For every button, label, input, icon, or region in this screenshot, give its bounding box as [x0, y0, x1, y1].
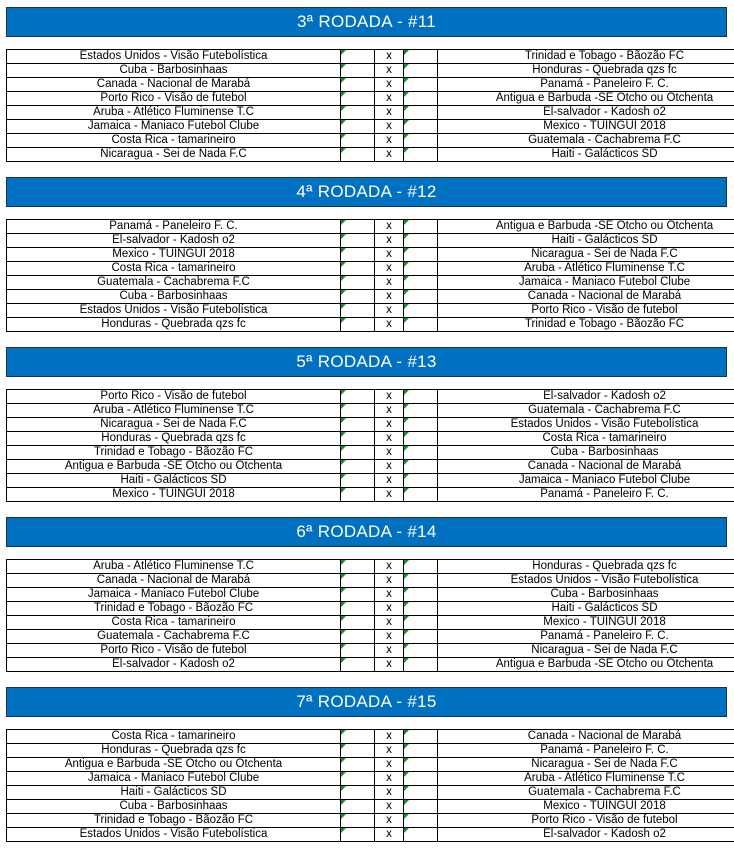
match-row: [7, 304, 734, 318]
versus-label: x: [375, 78, 404, 92]
home-score-cell[interactable]: [341, 92, 375, 106]
home-score-cell[interactable]: [341, 602, 375, 616]
home-team: Honduras - Quebrada qzs fc: [7, 318, 341, 332]
versus-label: x: [375, 106, 404, 120]
home-score-cell[interactable]: [341, 148, 375, 162]
away-score-cell[interactable]: [404, 730, 438, 744]
home-team: Aruba - Atlético Fluminense T.C: [7, 404, 341, 418]
away-score-cell[interactable]: [404, 78, 438, 92]
away-team: Mexico - TUINGUI 2018: [438, 800, 734, 814]
match-row: [7, 106, 734, 120]
versus-label: x: [375, 772, 404, 786]
away-score-cell[interactable]: [404, 744, 438, 758]
home-score-cell[interactable]: [341, 78, 375, 92]
home-team: Costa Rica - tamarineiro: [7, 134, 341, 148]
home-score-cell[interactable]: [341, 588, 375, 602]
away-team: El-salvador - Kadosh o2: [438, 106, 734, 120]
away-team: Canada - Nacional de Marabá: [438, 460, 734, 474]
versus-label: x: [375, 658, 404, 672]
versus-label: x: [375, 460, 404, 474]
away-score-cell[interactable]: [404, 474, 438, 488]
away-score-cell[interactable]: [404, 418, 438, 432]
home-team: Canada - Nacional de Marabá: [7, 574, 341, 588]
matches-table: [6, 219, 734, 332]
home-score-cell[interactable]: [341, 488, 375, 502]
home-score-cell[interactable]: [341, 630, 375, 644]
round-title: 7ª RODADA - #15: [6, 687, 727, 717]
versus-label: x: [375, 418, 404, 432]
away-score-cell[interactable]: [404, 276, 438, 290]
home-score-cell[interactable]: [341, 460, 375, 474]
home-score-cell[interactable]: [341, 474, 375, 488]
versus-label: x: [375, 644, 404, 658]
versus-label: x: [375, 248, 404, 262]
match-row: [7, 248, 734, 262]
match-row: [7, 262, 734, 276]
match-row: [7, 560, 734, 574]
away-team: Guatemala - Cachabrema F.C: [438, 786, 734, 800]
versus-label: x: [375, 92, 404, 106]
away-score-cell[interactable]: [404, 92, 438, 106]
home-team: Cuba - Barbosinhaas: [7, 64, 341, 78]
match-row: [7, 318, 734, 332]
round-title: 5ª RODADA - #13: [6, 347, 727, 377]
match-row: [7, 418, 734, 432]
away-score-cell[interactable]: [404, 220, 438, 234]
home-team: Porto Rico - Visão de futebol: [7, 644, 341, 658]
match-row: [7, 488, 734, 502]
home-score-cell[interactable]: [341, 786, 375, 800]
home-score-cell[interactable]: [341, 432, 375, 446]
away-score-cell[interactable]: [404, 234, 438, 248]
home-score-cell[interactable]: [341, 644, 375, 658]
away-score-cell[interactable]: [404, 644, 438, 658]
away-team: Panamá - Paneleiro F. C.: [438, 744, 734, 758]
home-score-cell[interactable]: [341, 772, 375, 786]
versus-label: x: [375, 828, 404, 842]
home-team: Mexico - TUINGUI 2018: [7, 248, 341, 262]
versus-label: x: [375, 744, 404, 758]
home-score-cell[interactable]: [341, 120, 375, 134]
away-score-cell[interactable]: [404, 460, 438, 474]
home-score-cell[interactable]: [341, 560, 375, 574]
match-row: [7, 772, 734, 786]
home-team: Estados Unidos - Visão Futebolística: [7, 304, 341, 318]
away-score-cell[interactable]: [404, 404, 438, 418]
away-team: Porto Rico - Visão de futebol: [438, 304, 734, 318]
away-score-cell[interactable]: [404, 786, 438, 800]
match-row: [7, 134, 734, 148]
away-team: Haiti - Galácticos SD: [438, 602, 734, 616]
away-score-cell[interactable]: [404, 560, 438, 574]
match-row: [7, 630, 734, 644]
away-team: Cuba - Barbosinhaas: [438, 588, 734, 602]
away-team: Aruba - Atlético Fluminense T.C: [438, 772, 734, 786]
home-score-cell[interactable]: [341, 318, 375, 332]
match-row: [7, 460, 734, 474]
home-team: Antigua e Barbuda -SE Otcho ou Otchenta: [7, 460, 341, 474]
home-team: Porto Rico - Visão de futebol: [7, 390, 341, 404]
home-team: Costa Rica - tamarineiro: [7, 262, 341, 276]
home-team: Guatemala - Cachabrema F.C: [7, 630, 341, 644]
away-score-cell[interactable]: [404, 50, 438, 64]
home-score-cell[interactable]: [341, 730, 375, 744]
versus-label: x: [375, 220, 404, 234]
match-row: [7, 64, 734, 78]
match-row: [7, 120, 734, 134]
away-score-cell[interactable]: [404, 248, 438, 262]
away-team: Canada - Nacional de Marabá: [438, 730, 734, 744]
away-score-cell[interactable]: [404, 616, 438, 630]
home-score-cell[interactable]: [341, 134, 375, 148]
home-team: Nicaragua - Sei de Nada F.C: [7, 418, 341, 432]
away-team: Aruba - Atlético Fluminense T.C: [438, 262, 734, 276]
away-team: Estados Unidos - Visão Futebolística: [438, 418, 734, 432]
away-team: Nicaragua - Sei de Nada F.C: [438, 644, 734, 658]
away-score-cell[interactable]: [404, 106, 438, 120]
away-team: Mexico - TUINGUI 2018: [438, 120, 734, 134]
home-score-cell[interactable]: [341, 404, 375, 418]
away-team: Nicaragua - Sei de Nada F.C: [438, 758, 734, 772]
away-team: Antigua e Barbuda -SE Otcho ou Otchenta: [438, 220, 734, 234]
match-row: [7, 744, 734, 758]
home-team: Jamaica - Maniaco Futebol Clube: [7, 772, 341, 786]
away-score-cell[interactable]: [404, 630, 438, 644]
away-team: Canada - Nacional de Marabá: [438, 290, 734, 304]
away-score-cell[interactable]: [404, 148, 438, 162]
match-row: [7, 148, 734, 162]
match-row: [7, 50, 734, 64]
home-team: Trinidad e Tobago - Bãozão FC: [7, 602, 341, 616]
home-score-cell[interactable]: [341, 744, 375, 758]
home-score-cell[interactable]: [341, 574, 375, 588]
home-score-cell[interactable]: [341, 276, 375, 290]
home-score-cell[interactable]: [341, 304, 375, 318]
away-score-cell[interactable]: [404, 488, 438, 502]
away-score-cell[interactable]: [404, 772, 438, 786]
home-score-cell[interactable]: [341, 290, 375, 304]
home-score-cell[interactable]: [341, 658, 375, 672]
versus-label: x: [375, 134, 404, 148]
versus-label: x: [375, 616, 404, 630]
home-team: Nicaragua - Sei de Nada F.C: [7, 148, 341, 162]
home-score-cell[interactable]: [341, 418, 375, 432]
versus-label: x: [375, 148, 404, 162]
versus-label: x: [375, 786, 404, 800]
away-team: Costa Rica - tamarineiro: [438, 432, 734, 446]
match-row: [7, 234, 734, 248]
match-row: [7, 602, 734, 616]
away-score-cell[interactable]: [404, 304, 438, 318]
away-team: Haiti - Galácticos SD: [438, 148, 734, 162]
away-team: Antigua e Barbuda -SE Otcho ou Otchenta: [438, 658, 734, 672]
versus-label: x: [375, 602, 404, 616]
match-row: [7, 574, 734, 588]
round-title: 3ª RODADA - #11: [6, 7, 727, 37]
matches-table: [6, 729, 734, 842]
away-score-cell[interactable]: [404, 390, 438, 404]
match-row: [7, 758, 734, 772]
matches-table: [6, 49, 734, 162]
home-team: Mexico - TUINGUI 2018: [7, 488, 341, 502]
versus-label: x: [375, 574, 404, 588]
away-team: Honduras - Quebrada qzs fc: [438, 64, 734, 78]
home-team: Aruba - Atlético Fluminense T.C: [7, 560, 341, 574]
home-team: El-salvador - Kadosh o2: [7, 234, 341, 248]
away-team: Mexico - TUINGUI 2018: [438, 616, 734, 630]
match-row: [7, 588, 734, 602]
match-row: [7, 616, 734, 630]
match-row: [7, 644, 734, 658]
match-row: [7, 800, 734, 814]
matches-table: [6, 389, 734, 502]
match-row: [7, 290, 734, 304]
match-row: [7, 92, 734, 106]
versus-label: x: [375, 120, 404, 134]
home-score-cell[interactable]: [341, 828, 375, 842]
home-team: Guatemala - Cachabrema F.C: [7, 276, 341, 290]
home-team: Cuba - Barbosinhaas: [7, 800, 341, 814]
home-score-cell[interactable]: [341, 106, 375, 120]
home-team: Estados Unidos - Visão Futebolística: [7, 828, 341, 842]
home-score-cell[interactable]: [341, 800, 375, 814]
away-score-cell[interactable]: [404, 432, 438, 446]
away-team: Porto Rico - Visão de futebol: [438, 814, 734, 828]
versus-label: x: [375, 318, 404, 332]
versus-label: x: [375, 404, 404, 418]
versus-label: x: [375, 630, 404, 644]
away-team: Jamaica - Maniaco Futebol Clube: [438, 474, 734, 488]
versus-label: x: [375, 234, 404, 248]
away-team: Guatemala - Cachabrema F.C: [438, 404, 734, 418]
away-score-cell[interactable]: [404, 574, 438, 588]
match-row: [7, 220, 734, 234]
away-score-cell[interactable]: [404, 588, 438, 602]
home-team: Estados Unidos - Visão Futebolística: [7, 50, 341, 64]
home-score-cell[interactable]: [341, 64, 375, 78]
home-team: Haiti - Galácticos SD: [7, 474, 341, 488]
away-team: Cuba - Barbosinhaas: [438, 446, 734, 460]
versus-label: x: [375, 800, 404, 814]
away-score-cell[interactable]: [404, 318, 438, 332]
home-team: Porto Rico - Visão de futebol: [7, 92, 341, 106]
away-score-cell[interactable]: [404, 64, 438, 78]
away-team: Panamá - Paneleiro F. C.: [438, 488, 734, 502]
versus-label: x: [375, 390, 404, 404]
home-team: Trinidad e Tobago - Bãozão FC: [7, 446, 341, 460]
home-team: Haiti - Galácticos SD: [7, 786, 341, 800]
away-team: Trinidad e Tobago - Bãozão FC: [438, 318, 734, 332]
versus-label: x: [375, 290, 404, 304]
round-title: 6ª RODADA - #14: [6, 517, 727, 547]
match-row: [7, 390, 734, 404]
away-score-cell[interactable]: [404, 800, 438, 814]
home-score-cell[interactable]: [341, 390, 375, 404]
away-team: El-salvador - Kadosh o2: [438, 828, 734, 842]
away-team: Trinidad e Tobago - Bãozão FC: [438, 50, 734, 64]
versus-label: x: [375, 50, 404, 64]
away-team: Honduras - Quebrada qzs fc: [438, 560, 734, 574]
versus-label: x: [375, 588, 404, 602]
home-team: Costa Rica - tamarineiro: [7, 616, 341, 630]
away-score-cell[interactable]: [404, 814, 438, 828]
match-row: [7, 786, 734, 800]
versus-label: x: [375, 432, 404, 446]
match-row: [7, 404, 734, 418]
away-team: Antigua e Barbuda -SE Otcho ou Otchenta: [438, 92, 734, 106]
home-team: Honduras - Quebrada qzs fc: [7, 432, 341, 446]
away-score-cell[interactable]: [404, 758, 438, 772]
home-score-cell[interactable]: [341, 616, 375, 630]
match-row: [7, 432, 734, 446]
home-team: Jamaica - Maniaco Futebol Clube: [7, 120, 341, 134]
home-score-cell[interactable]: [341, 262, 375, 276]
versus-label: x: [375, 304, 404, 318]
match-row: [7, 78, 734, 92]
match-row: [7, 730, 734, 744]
match-row: [7, 814, 734, 828]
away-score-cell[interactable]: [404, 658, 438, 672]
away-score-cell[interactable]: [404, 134, 438, 148]
match-row: [7, 446, 734, 460]
versus-label: x: [375, 64, 404, 78]
match-row: [7, 658, 734, 672]
away-team: El-salvador - Kadosh o2: [438, 390, 734, 404]
match-row: [7, 474, 734, 488]
home-score-cell[interactable]: [341, 758, 375, 772]
home-score-cell[interactable]: [341, 50, 375, 64]
round-title: 4ª RODADA - #12: [6, 177, 727, 207]
home-score-cell[interactable]: [341, 446, 375, 460]
home-team: Trinidad e Tobago - Bãozão FC: [7, 814, 341, 828]
away-team: Panamá - Paneleiro F. C.: [438, 78, 734, 92]
match-row: [7, 276, 734, 290]
match-row: [7, 828, 734, 842]
home-team: Canada - Nacional de Marabá: [7, 78, 341, 92]
home-team: Honduras - Quebrada qzs fc: [7, 744, 341, 758]
away-score-cell[interactable]: [404, 446, 438, 460]
versus-label: x: [375, 446, 404, 460]
home-team: Panamá - Paneleiro F. C.: [7, 220, 341, 234]
matches-table: [6, 559, 734, 672]
versus-label: x: [375, 730, 404, 744]
versus-label: x: [375, 488, 404, 502]
away-team: Haiti - Galácticos SD: [438, 234, 734, 248]
away-team: Nicaragua - Sei de Nada F.C: [438, 248, 734, 262]
home-team: Cuba - Barbosinhaas: [7, 290, 341, 304]
versus-label: x: [375, 758, 404, 772]
away-team: Panamá - Paneleiro F. C.: [438, 630, 734, 644]
home-team: Costa Rica - tamarineiro: [7, 730, 341, 744]
versus-label: x: [375, 474, 404, 488]
away-score-cell[interactable]: [404, 262, 438, 276]
home-score-cell[interactable]: [341, 234, 375, 248]
versus-label: x: [375, 262, 404, 276]
home-team: Aruba - Atlético Fluminense T.C: [7, 106, 341, 120]
away-team: Jamaica - Maniaco Futebol Clube: [438, 276, 734, 290]
away-score-cell[interactable]: [404, 828, 438, 842]
home-team: Antigua e Barbuda -SE Otcho ou Otchenta: [7, 758, 341, 772]
away-team: Estados Unidos - Visão Futebolística: [438, 574, 734, 588]
versus-label: x: [375, 276, 404, 290]
versus-label: x: [375, 814, 404, 828]
home-score-cell[interactable]: [341, 248, 375, 262]
home-score-cell[interactable]: [341, 814, 375, 828]
away-score-cell[interactable]: [404, 290, 438, 304]
home-team: El-salvador - Kadosh o2: [7, 658, 341, 672]
home-team: Jamaica - Maniaco Futebol Clube: [7, 588, 341, 602]
away-team: Guatemala - Cachabrema F.C: [438, 134, 734, 148]
away-score-cell[interactable]: [404, 602, 438, 616]
away-score-cell[interactable]: [404, 120, 438, 134]
home-score-cell[interactable]: [341, 220, 375, 234]
versus-label: x: [375, 560, 404, 574]
